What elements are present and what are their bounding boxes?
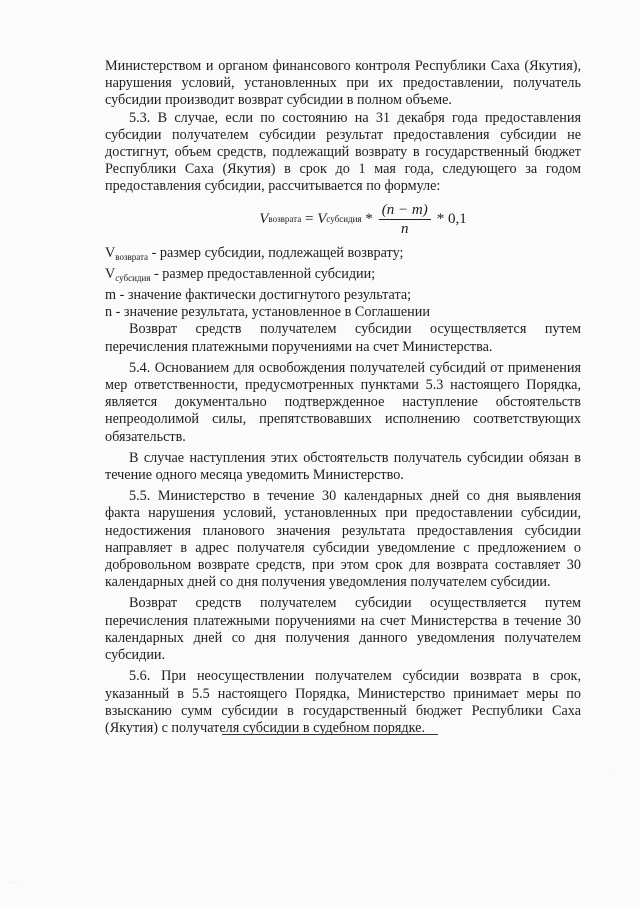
- formula-lhs-sub: возврата: [268, 214, 302, 225]
- definition-v-subsidy: $V_{субсидия}$ - размер предоставленной субсидии;: [105, 265, 376, 283]
- formula-fraction: [379, 201, 431, 238]
- scan-speck: ·: [612, 772, 614, 778]
- paragraph-refund-method: Возврат средств получателем субсидии осуществляется путем перечисления платежными поручениями на счет Министерства.: [105, 321, 581, 355]
- paragraph-notification: В случае наступления этих обстоятельств получатель субсидии обязан в течение одного месяца уведомить Министерство.: [105, 449, 581, 484]
- paragraph-5-4: 5.4. Основанием для освобождения получателей субсидий от применения мер ответственности, предусмотренных пунктами 5.3 настоящего Порядка, является документально подтвержденное наступление обстоятельств непреодолимой силы, препятствовавших исполнению соответствующих обязательств.: [105, 359, 581, 445]
- formula-numerator: (n − m): [379, 201, 431, 220]
- paragraph-refund-deadline: Возврат средств получателем субсидии осуществляется путем перечисления платежными поручениями на счет Министерства в течение 30 календарных дней со дня получения данного уведомления получателем субсидии.: [105, 595, 581, 664]
- refund-formula: [105, 197, 581, 243]
- definition-n: n - значение результата, установленное в Соглашении: [105, 304, 430, 321]
- end-divider-line: [222, 734, 438, 735]
- definition-v-return: $V_{возврата}$ - размер субсидии, подлежащей возврату;: [105, 244, 404, 262]
- formula-denominator: n: [401, 221, 409, 238]
- formula-equals: =: [304, 211, 314, 228]
- formula-lhs-symbol: V: [259, 211, 269, 228]
- formula-tail: * 0,1: [436, 211, 467, 228]
- formula-rhs-sub: субсидия: [326, 214, 362, 225]
- formula-rhs-symbol: V: [317, 211, 327, 228]
- paragraph-5-6: 5.6. При неосуществлении получателем субсидии возврата в срок, указанный в 5.5 настоящего Порядка, Министерство принимает меры по взысканию сумм субсидии в государственный бюджет Республики Саха (Якутия) с получателя субсидии в судебном порядке.: [105, 668, 581, 736]
- paragraph-continuation: Министерством и органом финансового контроля Республики Саха (Якутия), нарушения условий, установленных при их предоставлении, получатель субсидии производит возврат субсидии в полном объеме.: [105, 58, 581, 109]
- definition-m: m - значение фактически достигнутого результата;: [105, 287, 412, 304]
- paragraph-5-3: 5.3. В случае, если по состоянию на 31 декабря года предоставления субсидии получателем субсидии результат предоставления субсидии не достигнут, объем средств, подлежащий возврату в государственный бюджет Республики Саха (Якутия) в срок до 1 мая года, следующего за годом предоставления субсидии, рассчитывается по формуле:: [105, 109, 581, 195]
- formula-multiply: *: [365, 211, 373, 228]
- document-body: [105, 58, 581, 737]
- paragraph-5-5: 5.5. Министерство в течение 30 календарных дней со дня выявления факта нарушения условий, установленных при предоставлении субсидии, недостижения планового значения результата предоставления субсидии направляет в адрес получателя субсидии уведомление с предложением о добровольном возврате средств, при этом срок для возврата составляет 30 календарных дней со дня получения уведомления получателем субсидии.: [105, 488, 581, 591]
- scan-speck: · · · ·: [8, 880, 21, 886]
